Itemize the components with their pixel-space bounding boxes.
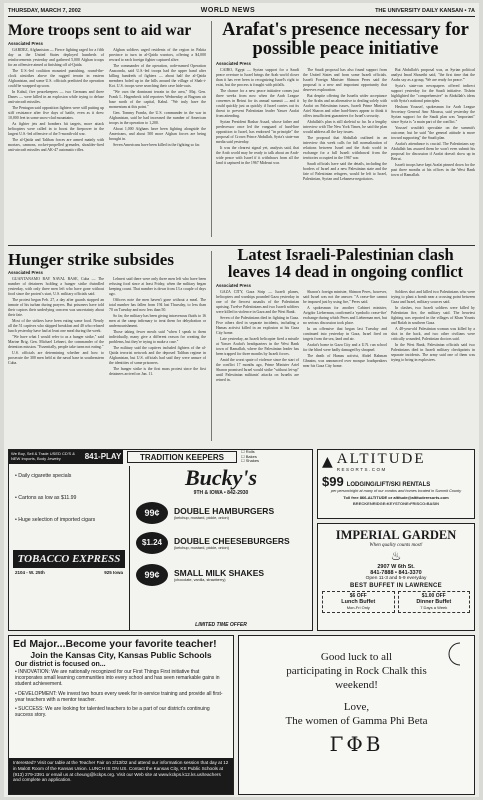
gpb-letters: ΓΦΒ — [329, 732, 384, 756]
paragraph: In Kabul, five peacekeepers — two Germans and three Danes — were killed in an explosion while trying to defuse anti-aircraft missiles. — [8, 89, 104, 104]
paragraph: So far, the military has been giving intravenous fluids to 16 men at the camp infirmary to treat them for dehydration or undernourishment. — [109, 314, 206, 329]
edmajor-headline: Ed Major...Become your favorite teacher! — [13, 638, 217, 650]
story-troops-byline: Associated Press — [8, 40, 43, 46]
story-hunger-col1 — [8, 277, 104, 378]
paragraph: But despite offering the Israelis wider acceptance by the Arabs and an alternative to dealing solely with Arafat on Palestinian issues, Israeli Prime Minister Ariel Sharon and other hard-liners appear to think it offers insufficient guarantees for Israel's security. — [303, 93, 387, 118]
bullet-icon: • — [15, 495, 17, 501]
story-clash-headline: Latest Israeli-Palestinian clash leaves 14 dead in ongoing conflict — [227, 247, 464, 281]
altitude-tagline: per person/night at many of our condos and homes located in Summit County — [330, 489, 462, 493]
altitude-towns: BRECKENRIDGE•KEYSTONE•FRISCO•BASIN — [352, 501, 440, 506]
bullet-text: Daily cigarette specials — [18, 473, 72, 479]
ad-imperial-garden — [317, 523, 475, 631]
coupon-amount: $1.00 OFF — [421, 593, 446, 599]
coupon-title: Dinner Buffet — [416, 599, 452, 605]
story-troops — [8, 23, 206, 245]
ad-tradition-keepers: TRADITION KEEPERS — [127, 451, 237, 463]
edmajor-item: DEVELOPMENT: We invest two hours every week for in-service training and provide all first-year teachers with a mentor teacher. — [15, 690, 223, 703]
limited-time: LIMITED TIME OFFER — [195, 622, 247, 628]
dinner-coupon — [398, 591, 471, 613]
imperial-best: BEST BUFFET IN LAWRENCE — [350, 583, 442, 589]
paragraph: GARDEZ, Afghanistan — Fierce fighting raged for a fifth day as the United States deployed hundreds of reinforcements yesterday and gathered 5,000 Afghan troops for an offensive aimed at finishing off al-Qaida. — [8, 47, 104, 67]
paragraph: The U.S.-led coalition mounted punishing, round-the-clock airstrikes above the rugged terrain in eastern Afghanistan, and some U.S. officials predicted the operation could be wrapped up soon. — [8, 68, 104, 88]
story-arafat-col3 — [391, 68, 475, 183]
paragraph: "We have what I would refer to as a hunger strike," said Marine Brig. Gen. Michael Lehnert, the commander of the detention mission. "Essentially, people take turns not eating." — [8, 335, 104, 350]
ad-buckys-coupon — [129, 466, 312, 630]
story-hunger-col2 — [109, 277, 206, 378]
edmajor-item: SUCCESS: We are looking for talented teachers to be a part of our district's continuing success story. — [15, 706, 210, 719]
offer-price-badge: 99¢ — [136, 564, 168, 586]
paragraph: Syria's state-run newspapers offered indirect support yesterday for the Saudi initiative. Tishrin highlighted the "comprehensive" in Abdullah's ideas with Syria's national principles. — [391, 83, 475, 103]
newspaper-page — [4, 3, 479, 797]
paragraph: Youssef wouldn't speculate on the summit's outcome, but he said "the general attitude is more toward supporting" the Saudi plan. — [391, 125, 475, 140]
altitude-price: $99 — [322, 474, 344, 489]
paragraph: The chance for a new peace initiative comes just three weeks from now when the Arab League convenes in Beirut for its annual summit — and it could quickly just as quickly if Israel carries out its threat to prevent Palestinian leader Yasser Arafat from attending. — [216, 88, 299, 118]
coupon-amount: $6 OFF — [349, 593, 367, 599]
folio-paper: THE UNIVERSITY DAILY KANSAN • 7A — [375, 7, 475, 14]
paragraph: In an offensive that began last Tuesday and continued into yesterday in Gaza, Israel fired on targets from the sea, land and air. — [303, 326, 387, 341]
paragraph: Arafat's attendance is crucial. The Palestinians say Abdullah has assured them he won't even submit his proposal for discussion if Arafat doesn't show up in Beirut. — [391, 141, 475, 161]
imperial-title: IMPERIAL GARDEN — [335, 528, 457, 542]
offer-price-badge: 99¢ — [136, 502, 168, 524]
paragraph: Soldiers shot and killed two Palestinians who were trying to plant a bomb near a crossing point between Gaza and Israel, military sources said. — [391, 289, 475, 304]
edmajor-item: INNOVATION: We are nationally recognized for our First Things First initiative that incorporates small learning communities into every school and has seen remarkable gains in student achievement. — [15, 669, 220, 688]
paragraph: Seven of the Palestinians died in fighting in Gaza. Five others died in separate incidents, including a Hamas activist killed in an explosion at his Gaza City home. — [216, 315, 299, 335]
imperial-phone: 841-7888 • 841-3370 — [370, 570, 422, 576]
story-hunger-headline: Hunger strike subsides — [8, 251, 174, 269]
gpb-line5: The women of Gamma Phi Beta — [285, 715, 428, 727]
bullet-icon: • — [15, 706, 17, 713]
offer-price-badge: $1.24 — [136, 532, 168, 554]
paragraph: But Abdullah's proposal was, as Syrian political analyst Imad Shoueibi said, "the first time that the Arabs say as a group, 'We are ready for peace.'" — [391, 67, 475, 82]
altitude-phone: Toll free 866-ALTITUDE or altitude@altituderesorts.com — [343, 495, 449, 500]
coupon-note: 7 Days a Week — [420, 605, 448, 610]
story-clash-col2 — [303, 290, 387, 384]
offer-title: SMALL MILK SHAKES — [174, 567, 265, 578]
paragraph: It was the clearest signal yet, analysts said, that the Arab world may be ready to talk about an Arab-wide peace with Israel if it withdraws from all the land it captured in the 1967 Mideast war. — [216, 145, 299, 165]
offer-row — [130, 502, 312, 524]
check-item: Rolls — [245, 449, 255, 454]
buckys-address: 9TH & IOWA • 842-2930 — [193, 490, 249, 496]
story-clash — [216, 247, 475, 443]
check-box-icon: ☐ — [241, 458, 245, 463]
paragraph: Officers note the men haven't gone without a meal. The total number has fallen from 194 last Thursday, to less than 70 on Tuesday and now less than 50. — [109, 298, 206, 313]
ad-ed-major — [8, 635, 234, 795]
folio-date: THURSDAY, MARCH 7, 2002 — [8, 7, 81, 14]
gpb-line3: weekend! — [335, 679, 378, 691]
story-clash-col1 — [216, 290, 299, 384]
paragraph: Syrian President Bashar Assad, whose father and predecessor once led the vanguard of hard-line opposition to Israel, has endorsed "in principle" the proposal of Crown Prince Abdullah, Syria's state-run media said yesterday. — [216, 119, 299, 144]
ad-used-cds: We Buy, Sell & Trade USED CD'S & NEW Imports, Body Jewelry — [9, 450, 83, 464]
ad-check-list — [241, 450, 313, 464]
ad-tobacco-addresses — [15, 570, 123, 575]
imperial-coupons — [318, 589, 474, 615]
altitude-logo: ALTITUDE — [336, 451, 426, 467]
ad-altitude — [317, 449, 475, 519]
story-arafat — [216, 21, 475, 241]
paragraph: U.S. officials are determining whether and how to prosecute the 300 men held at the naval base in southeastern Cuba. — [8, 351, 104, 366]
story-arafat-headline: Arafat's presence necessary for possible peace initiative — [222, 21, 469, 59]
bullet-text: Cartons as low as $11.99 — [18, 495, 77, 501]
bullet-icon: • — [15, 517, 17, 523]
paragraph: Arafat's home in Gaza City and a U.N. run school for the blind were badly damaged by shrapnel. — [303, 342, 387, 352]
bullet-icon: • — [15, 669, 17, 675]
story-hunger-byline: Associated Press — [8, 270, 43, 276]
folio-section: WORLD NEWS — [200, 7, 256, 14]
offer-row — [130, 532, 312, 554]
paragraph: The hunger strike is the first mass protest since the first detainees arrived on Jan. 11. — [109, 367, 206, 377]
paragraph: The Saudi proposal has also found support from the United States and from some Israeli officials. Israeli Foreign Minister Shimon Peres said the proposal is a new and important opportunity that deserves exploration. — [303, 67, 387, 92]
paragraph: A spokesman for another Cabinet minister, Avigdor Lieberman, confirmed a 'symbolic cease-fire' exchange during which Peres and Lieberman met, but no serious discussion took place. — [303, 305, 387, 325]
story-troops-headline: More troops sent to aid war — [8, 23, 192, 39]
imperial-hours: Open 11-3 and 5-9 everyday — [365, 576, 427, 581]
ad-phone: 841-PLAY — [83, 450, 123, 464]
paragraph: Sharon's foreign minister, Shimon Peres, however, said Israel was not the answer. "A cease-fire cannot be imposed just by using fire," Peres said. — [303, 289, 387, 304]
story-troops-col1 — [8, 48, 104, 154]
paragraph: CAIRO, Egypt — Syrian support for a Saudi peace overture to Israel brings the Arab world closer than it has ever been to recognizing Israel's right to exist, but the process is fraught with pitfalls. — [216, 67, 299, 87]
gpb-line4: Love, — [343, 701, 370, 713]
check-box-icon: ☐ — [241, 449, 245, 454]
check-item: Bakes — [245, 453, 257, 459]
offer-note: (ketchup, mustard, pickle, onion) — [174, 545, 229, 550]
paragraph: About 1,000 Afghans have been fighting alongside the Americans, and about 500 more Afghan forces are being brought in. — [109, 126, 206, 141]
ad-buckys — [8, 449, 313, 631]
bullet-icon: • — [15, 690, 17, 697]
paragraph: In clashes, two Israeli soldiers were killed by Palestinian fire, the military said. The heaviest fighting was reported in the villages of Khan Younis and Rafah in southern Gaza. — [391, 305, 475, 325]
bowl-icon: ♨ — [390, 549, 402, 563]
mountain-icon: ▲ — [322, 454, 333, 470]
bullet-icon: • — [15, 473, 17, 479]
story-troops-col2 — [109, 48, 206, 154]
offer-title: DOUBLE CHEESEBURGERS — [174, 535, 290, 546]
paragraph: The military said the captives included fighters of the al-Qaida terrorist network and the deposed Taliban regime in Afghanistan, but U.S. officials had said they were unsure of the identities of some prisoners. — [109, 346, 206, 366]
check-item: Shakes — [245, 458, 260, 463]
offer-title: DOUBLE HAMBURGERS — [174, 505, 275, 516]
crescent-moon-icon — [446, 642, 466, 666]
lunch-coupon — [322, 591, 395, 613]
edmajor-footer: Interested? Visit our table at the Teacher Fair on 3/13/02 and attend our information session that day at 12 in Malott Room of the Kansas Union. LUNCH IS ON US. Contact the Kansas City, KS Public Schools at (913) 279-2391 or email us at cheung@kckps.org. Visit our Web site at www.kckps.k12.ks.us/teachers and complete an application. — [9, 758, 233, 794]
story-arafat-byline: Associated Press — [216, 60, 251, 66]
paragraph: Gen. Tommy Franks, the U.S. commander in the war in Afghanistan, said he had increased the number of American troops in the operation to 1,200. — [109, 110, 206, 125]
paragraph: Most of the strikers have been eating some food. Nearly all the 51 captives who skipped breakfast and 40 who refused lunch yesterday have had at least one meal during the week. — [8, 319, 104, 334]
paragraph: Afghan soldiers urged residents of the region in Paktia province to turn in al-Qaida warriors, offering a $4,000 reward to each foreign fighter captured alive. — [109, 47, 206, 62]
coupon-note: Mon-Fri Only — [346, 605, 370, 610]
story-arafat-col1 — [216, 68, 299, 183]
story-clash-byline: Associated Press — [216, 282, 251, 288]
ad-tobacco-express-logo: TOBACCO EXPRESS — [13, 550, 125, 568]
story-arafat-col2 — [303, 68, 387, 183]
tobacco-address: 2104 - W. 25th — [15, 570, 45, 575]
paragraph: "We own the dominant terrain in the area," Maj. Gen. Frank L. Hagenbeck told reporters Wednesday at Bagram air base north of the capital, Kabul. "We truly have the momentum at this point." — [109, 89, 206, 109]
edmajor-list — [9, 669, 233, 718]
paragraph: Late yesterday, an Israeli helicopter fired a missile at Yasser Arafat's headquarters in the West Bank town of Ramallah, where the Palestinian leader has been trapped for three months by Israeli forces. — [216, 336, 299, 356]
buckys-logo: Bucky's — [184, 465, 258, 490]
paragraph: Abdullah's plan is still skeletal so far. In a lengthy interview with The New York Times, he said the plan would address all the key issues. — [303, 119, 387, 134]
paragraph: Saudi officials have said the details, including the borders of Israel and a new Palestinian state and the fate of Palestinian refugees, would be left to Israel, Palestinian, Syrian and Lebanese negotiators. — [303, 161, 387, 181]
paragraph: Seven Americans have been killed in the fighting so far. — [113, 142, 201, 147]
ad-tobacco-bullets — [15, 472, 125, 524]
paragraph: A 48-year-old Palestinian woman was killed by a shot in the back, and two other civilians were critically wounded, Palestinian doctors said. — [391, 326, 475, 341]
paragraph: Israeli troops have kept Arafat pinned down for the past three months at his offices in the West Bank town of Ramallah. — [391, 162, 475, 177]
paragraph: Lehnert said there were only three men left who have been refusing food since at least Friday, when the military began keeping count. That number is down from 13 a couple of days ago. — [109, 277, 206, 297]
paragraph: The commander of the operation, code-named Operation Anaconda, said U.S.-led troops had the upper hand after killing hundreds of fighters — about half the al-Qaida members holed up in the hills around the village of Shah-i-Kot. U.S. troops were searching their cave hide-outs. — [109, 63, 206, 88]
gpb-line2: participating in Rock Chalk this — [286, 665, 427, 677]
edmajor-sub: Join the Kansas City, Kansas Public Schools — [30, 650, 212, 660]
paragraph: Those taking fewer meals said "when I speak to them individually, many give a different reason for creating the problems, but they're trying to make a case." — [109, 330, 206, 345]
paragraph: Amid the worst spate of violence since the start of the conflict 17 months ago, Prime Minister Ariel Sharon promised Israel would strike "without let-up" until Palestinian militants' attacks on Israelis are reined in. — [216, 357, 299, 382]
paragraph: The death of Hamas activist, Abdel Rahman Ghnaim, was announced over mosque loudspeakers near his Gaza City home. — [303, 353, 387, 368]
offer-note: (ketchup, mustard, pickle, onion) — [174, 515, 229, 520]
bullet-text: Huge selection of imported cigars — [18, 517, 96, 523]
paragraph: In the West Bank, Palestinian officials said two Palestinians died in Israeli military checkpoints in separate incidents. The army said one of them was trying to bring in explosives. — [391, 342, 475, 362]
tobacco-address: 925 Iowa — [104, 570, 123, 575]
altitude-deal: LODGING/LIFT/SKI RENTALS — [346, 482, 431, 488]
edmajor-lead: Our district is focused on... — [15, 661, 106, 668]
gpb-line1: Good luck to all — [320, 651, 393, 663]
offer-note: (chocolate, vanilla, strawberry) — [174, 577, 226, 582]
paragraph: The Pentagon said opposition fighters were still putting up stiff resistance after five days of battle, even as it drew 10,000 feet in some snow-clad mountains. — [8, 105, 104, 120]
paragraph: The proposal that Abdullah outlined in an interview this week calls for full normalization of relations between Israel and the Arab world in exchange for a full Israeli withdrawal from the territories occupied in the 1967 war. — [303, 135, 387, 160]
offer-row — [130, 564, 312, 586]
page-folio — [8, 5, 475, 17]
altitude-sub: RESORTS.COM — [336, 467, 387, 472]
imperial-address: 2907 W 6th St. — [377, 564, 415, 570]
paragraph: The protest began Feb. 27, a day after guards stopped an inmate of his turban during prayers. But prisoners have told their captors their underlying concern was uncertainty about their fate. — [8, 298, 104, 318]
ad-gamma-phi-beta — [238, 635, 475, 795]
paragraph: Hesham Youssef, spokesman for Arab League Secretary General Amr Moussa, said yesterday the Syrian support for the Saudi plan was "important" since Syria is "a main part of the conflict." — [391, 104, 475, 124]
imperial-sub: When quality counts most! — [369, 543, 423, 548]
story-clash-col3 — [391, 290, 475, 384]
story-hunger — [8, 251, 206, 443]
paragraph: GAZA CITY, Gaza Strip — Israeli planes, helicopters and warships pounded Gaza yesterday in one of the fiercest assaults of the Palestinian uprising. Twelve Palestinians and two Israeli soldiers were killed in violence in Gaza and the West Bank. — [216, 289, 299, 314]
paragraph: GUANTANAMO BAY NAVAL BASE, Cuba — The number of detainees holding a hunger strike dwindled yesterday, with only three men left who have gone without food since the protest's start, U.S. military officials said. — [8, 277, 104, 297]
paragraph: As fighter jets and bombers hit targets, more attack helicopters were called in to boost the firepower in the largest U.S.-led offensive of the 5-month-old war. — [8, 121, 104, 136]
check-box-icon: ☐ — [241, 453, 245, 459]
coupon-title: Lunch Buffet — [341, 599, 376, 605]
paragraph: The al-Qaida and Taliban forces are armed mainly with mortars, cannons, rocket-propelled grenades, shoulder-fired anti-aircraft missiles and AK-47 automatic rifles. — [8, 137, 104, 152]
